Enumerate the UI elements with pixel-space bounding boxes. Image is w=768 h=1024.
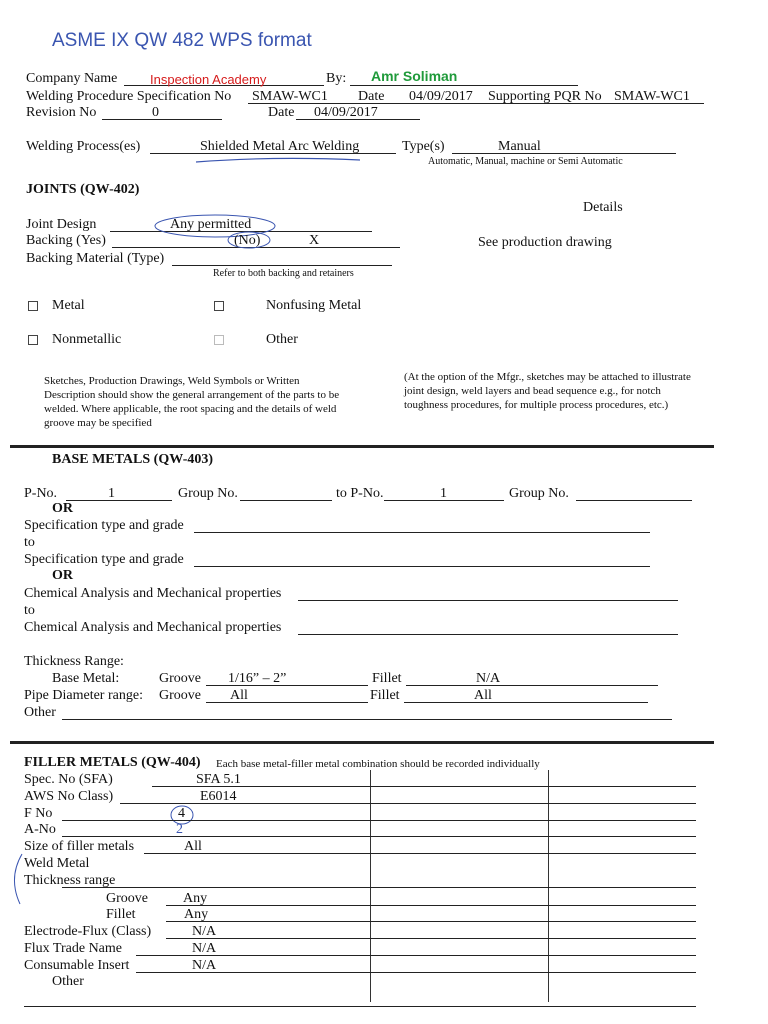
filler-row-label: Consumable Insert [24,958,130,973]
filler-row-label: Thickness range [24,873,116,888]
option-other [214,332,298,348]
revision-label: Revision No [26,105,97,120]
section-divider [10,741,714,744]
revision-date-label: Date [268,105,295,120]
groove-label: Groove [159,671,201,686]
wps-label: Welding Procedure Specification No [26,89,232,104]
filler-row-value: N/A [192,941,217,956]
filler-heading: FILLER METALS (QW-404) [24,755,201,770]
filler-row-label: Weld Metal [24,856,90,871]
date-label: Date [358,89,385,104]
type-hint: Automatic, Manual, machine or Semi Automatic [428,156,623,167]
pqr-label: Supporting PQR No [488,89,602,104]
base-metal-label: Base Metal: [52,671,120,686]
filler-row-label: F No [24,806,53,821]
checkbox[interactable] [214,335,224,345]
pipe-groove-label: Groove [159,688,201,703]
option-metal [28,298,85,314]
filler-row-label: Size of filler metals [24,839,135,854]
spec2-label: Specification type and grade [24,552,184,567]
filler-row-value: All [184,839,202,854]
filler-row-label: A-No [24,822,56,837]
filler-row-label: Spec. No (SFA) [24,772,113,787]
base-metals-heading: BASE METALS (QW-403) [52,452,214,467]
type-value: Manual [498,139,541,154]
chem2-label: Chemical Analysis and Mechanical properties [24,620,282,635]
checkbox[interactable] [214,301,224,311]
fillet-label: Fillet [372,671,402,686]
pipe-fillet-value: All [474,688,492,703]
option-label: Other [266,332,298,347]
pno-value: 1 [108,486,115,501]
by-label: By: [326,71,347,86]
wps-value: SMAW-WC1 [252,89,328,104]
company-label: Company Name [26,71,118,86]
filler-row-value: Any [184,907,209,922]
to-pno-label: to P-No. [336,486,384,501]
or-label: OR [52,568,73,583]
filler-row-label: Fillet [106,907,136,922]
filler-row-value: Any [183,891,208,906]
group-label: Group No. [178,486,238,501]
type-label: Type(s) [402,139,445,154]
filler-row-value: 4 [178,806,185,821]
filler-row-value: E6014 [200,789,237,804]
option-nonfusing-metal [214,298,361,314]
document-title: ASME IX QW 482 WPS format [52,30,312,51]
joint-note-left: Sketches, Production Drawings, Weld Symbols or Written Description should show the general arrangement of the parts to be welded. Where applicable, the root spacing and the details of weld groove may be specified [44,375,340,429]
option-label: Metal [52,298,85,313]
filler-row-label: AWS No Class) [24,789,114,804]
filler-row-value: SFA 5.1 [196,772,241,787]
table-column-divider [370,770,371,1002]
pipe-groove-value: All [230,688,248,703]
pno-label: P-No. [24,486,58,501]
by-value: Amr Soliman [371,68,458,84]
spec1-label: Specification type and grade [24,518,184,533]
fillet-value: N/A [476,671,501,686]
details-label: Details [583,200,623,215]
table-column-divider [548,770,549,1002]
backing-material-label: Backing Material (Type) [26,251,165,266]
pqr-value: SMAW-WC1 [614,89,690,104]
backing-material-hint: Refer to both backing and retainers [213,268,354,279]
backing-no: (No) [234,233,261,248]
revision-date-value: 04/09/2017 [314,105,378,120]
joint-note-right: (At the option of the Mfgr., sketches may be attached to illustrate joint design, weld layers and bead sequence e.g., for notch toughness procedures, for multiple process procedures, etc.) [404,371,691,411]
pipe-label: Pipe Diameter range: [24,688,143,703]
groove-value: 1/16” – 2” [228,671,287,686]
filler-row-value: N/A [192,924,217,939]
circle-mark [226,230,272,250]
underline-mark [194,152,364,166]
production-drawing: See production drawing [478,235,612,250]
to-label: to [24,603,35,618]
to-pno-value: 1 [440,486,447,501]
process-value: Shielded Metal Arc Welding [200,139,360,154]
pipe-fillet-label: Fillet [370,688,400,703]
other-label: Other [24,705,56,720]
process-label: Welding Process(es) [26,139,141,154]
to-label: to [24,535,35,550]
joints-heading: JOINTS (QW-402) [26,182,140,197]
option-nonmetallic [28,332,121,348]
filler-row-label: Flux Trade Name [24,941,122,956]
filler-row-label: Other [52,974,84,989]
backing-label: Backing (Yes) [26,233,106,248]
date-value: 04/09/2017 [409,89,473,104]
thickness-label: Thickness Range: [24,654,124,669]
checkbox[interactable] [28,301,38,311]
checkbox[interactable] [28,335,38,345]
backing-mark: X [309,233,320,248]
bracket-mark [6,852,26,906]
section-divider [10,445,714,448]
joint-design-value: Any permitted [170,217,252,232]
group2-label: Group No. [509,486,569,501]
filler-row-label: Electrode-Flux (Class) [24,924,152,939]
option-label: Nonmetallic [52,332,122,347]
company-value: Inspection Academy [150,72,267,87]
filler-row-value: 2 [176,822,183,837]
joint-design-label: Joint Design [26,217,97,232]
filler-row-label: Groove [106,891,148,906]
option-label: Nonfusing Metal [266,298,362,313]
revision-value: 0 [152,105,159,120]
chem1-label: Chemical Analysis and Mechanical properties [24,586,282,601]
filler-row-value: N/A [192,958,217,973]
or-label: OR [52,501,73,516]
filler-heading-note: Each base metal-filler metal combination should be recorded individually [216,758,540,770]
